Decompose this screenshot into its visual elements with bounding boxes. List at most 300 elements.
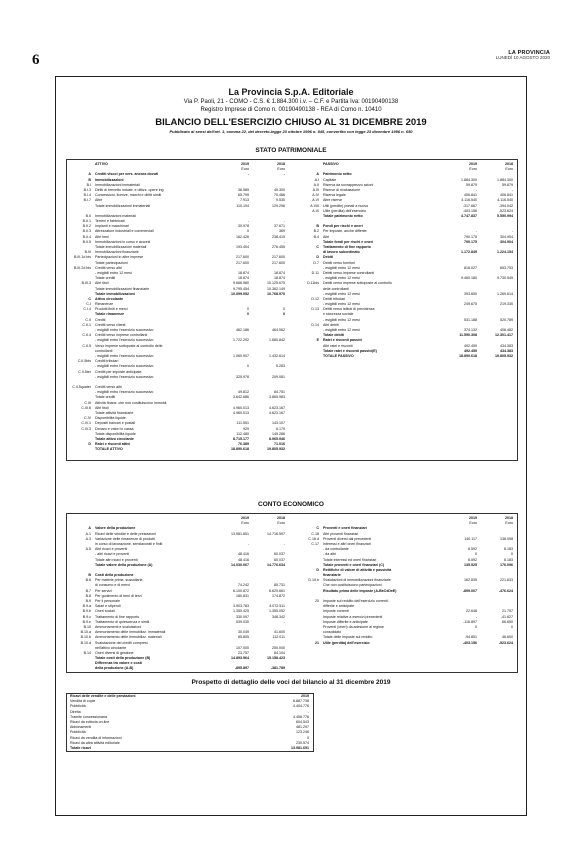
row-value-2018: 1.269.614 <box>497 291 513 296</box>
row-value-2019: 140.117 <box>464 536 477 541</box>
row-value-2018: -476.624 <box>498 588 513 593</box>
row-value-2019: 48.416 <box>238 552 249 557</box>
prospetto-label: Pubblicità <box>70 704 86 709</box>
row-value-2019: 929 <box>243 426 249 431</box>
row-label: Debiti tributari <box>323 296 346 301</box>
prospetto-row <box>67 746 313 751</box>
row-code: 21 <box>315 640 319 645</box>
row-value-2018: 4.623.167 <box>269 411 285 415</box>
row-label: Totale rimanenze <box>95 312 125 317</box>
row-value-2019: 492.459 <box>464 348 477 353</box>
row-value-2019: 1.350.425 <box>233 609 249 614</box>
row-label: Attività finanz. che non costituiscono immobil. <box>95 400 168 405</box>
row-code: A <box>316 172 319 177</box>
row-code: C.III.6 <box>81 405 91 410</box>
row-value-2019: 4.960.013 <box>233 411 249 415</box>
row-value-2018: 8.183 <box>504 557 513 562</box>
row-label: Crediti verso altri <box>95 265 122 270</box>
row-value-2018: 0 <box>511 552 513 557</box>
row-label: in corso di lavorazione, semilavorati e finiti <box>95 541 163 546</box>
row-value-2018: 238.415 <box>272 234 285 239</box>
row-label: Ratei e risconti passivi <box>323 338 362 343</box>
row-label: - esigibili entro l'esercizio successivo <box>95 390 154 395</box>
row-value-2019: 539.030 <box>236 619 249 624</box>
row-value-2019: 8.592 <box>468 557 477 562</box>
prospetto-value: 123.246 <box>296 730 309 735</box>
prospetto-value: 6.887.738 <box>293 699 309 704</box>
row-value-2018: 217.600 <box>272 260 285 265</box>
row-value-2019: 325.978 <box>236 374 249 379</box>
row-label: Altre riserve <box>323 198 343 203</box>
row-label: Altre <box>95 198 103 203</box>
row-code: C.IV.1 <box>81 421 91 426</box>
row-label: Altri beni <box>95 234 109 239</box>
row-label: e sicurezza sociale <box>323 312 354 317</box>
row-label: Totale attività finanziarie <box>95 411 134 415</box>
row-label: Utili (perdite) portati a nuovo <box>323 203 369 208</box>
row-label: Prodotti finiti e merci <box>95 307 128 312</box>
row-value-2018: 0 <box>283 312 285 317</box>
row-code: C.I.4 <box>83 307 91 312</box>
row-label: Totale altri ricavi e proventi <box>95 557 138 562</box>
row-value-2018: - <box>283 541 285 546</box>
row-value-2018: 1.355.052 <box>269 609 285 614</box>
row-code: C.II.5quater <box>72 385 91 390</box>
row-code: B.I.3 <box>83 187 91 192</box>
row-code: B.6 <box>85 578 91 583</box>
row-value-2019: 180.831 <box>236 593 249 598</box>
row-value-2019: 0 <box>475 624 477 629</box>
row-label: Totale partecipazioni <box>95 260 128 265</box>
row-value-2019: 0 <box>247 312 249 317</box>
row-code: B.9.e <box>82 619 91 624</box>
row-value-2019: -116.897 <box>463 619 477 624</box>
row-value-2018: -523.624 <box>498 208 513 213</box>
row-label: Totale proventi e oneri finanziari (C) <box>323 562 385 567</box>
row-label: Debiti <box>323 255 333 260</box>
row-value-2019: 393.650 <box>464 291 477 296</box>
row-value-2018: Euro <box>277 167 285 172</box>
row-value-2018: 0 <box>511 624 513 629</box>
row-label: - esigibili entro 12 mesi <box>323 265 360 270</box>
row-value-2018: 9.730.549 <box>497 276 513 281</box>
row-label: Totale interessi ed oneri finanziari <box>323 557 377 562</box>
row-code: A.II <box>313 182 319 187</box>
row-value-2019: 65.799 <box>238 193 249 198</box>
row-label: - esigibili entro 12 mesi <box>323 291 360 296</box>
row-value-2018: 9.530 <box>276 198 285 203</box>
row-code: D.14 <box>311 322 319 327</box>
row-value-2019: 10.099.052 <box>231 291 249 296</box>
row-label: Imposte sul reddito dell'esercizio correnti, <box>323 599 389 603</box>
row-value-2018: 434.383 <box>500 343 513 348</box>
row-value-2019: Euro <box>241 521 249 526</box>
row-label: Totale disponibilità liquide <box>95 431 136 436</box>
row-label: Altri titoli <box>95 281 109 286</box>
row-value-2019: -403.156 <box>462 208 477 213</box>
row-label: Debiti verso imprese controllanti <box>323 270 375 275</box>
row-code: C.16 <box>311 531 319 536</box>
row-label: Utile (perdita) dell'esercizio <box>323 208 367 213</box>
row-code: B.II <box>85 213 91 218</box>
row-value-2019: 462.186 <box>236 328 249 332</box>
row-value-2019: 18.890.618 <box>459 353 477 358</box>
row-code: B.10.d <box>80 640 91 645</box>
row-label: di lavoro subordinato <box>323 250 360 255</box>
row-label: Totale valore della produzione (A) <box>95 562 153 567</box>
row-label: - da controllante <box>323 547 349 552</box>
row-label: Variazione delle rimanenze di prodotti <box>95 536 155 541</box>
row-value-2019: -94.851 <box>464 635 477 640</box>
row-value-2018: 71.016 <box>274 442 285 447</box>
row-code: B <box>316 224 319 229</box>
row-value-2018: 1.432.614 <box>269 353 285 358</box>
row-label: - esigibili entro l'esercizio successivo <box>95 374 154 379</box>
row-code: B.9.b <box>82 609 91 614</box>
row-label: Ammortamento delle immobilizz. materiali <box>95 635 162 640</box>
row-value-2018: 406.482 <box>500 328 513 332</box>
page-number: 6 <box>32 52 40 68</box>
row-value-2018: Euro <box>505 521 513 526</box>
row-code: B.9.c <box>82 614 91 619</box>
row-label: Riserva legale <box>323 193 346 198</box>
row-value-2019: 74.242 <box>238 583 249 588</box>
row-value-2018: 10.125.675 <box>267 281 285 286</box>
row-value-2018: 348.342 <box>272 614 285 619</box>
row-label: Trattamento di fine rapporto <box>95 614 140 619</box>
row-label: Totale immobilizzazioni materiali <box>95 245 147 249</box>
row-value-2018: -381.789 <box>270 666 285 671</box>
row-code: B.I.4 <box>83 193 91 198</box>
row-label: - esigibili entro 12 mesi <box>323 328 360 332</box>
row-code: C <box>316 245 319 249</box>
row-value-2018: - <box>283 219 285 224</box>
row-label: Trattamento di quiescenza e simili <box>95 619 150 624</box>
row-value-2018: - <box>283 619 285 624</box>
row-label: Altri <box>323 234 330 239</box>
financial-notice <box>55 76 527 816</box>
row-label: Imposte relative a esercizi precedenti <box>323 614 383 619</box>
row-code: A.VI <box>312 198 319 203</box>
row-value-2019: 30.049 <box>238 630 249 635</box>
row-value-2018: 41.600 <box>274 630 285 635</box>
row-value-2018: Euro <box>277 521 285 526</box>
row-label: Altri ricavi e proventi <box>95 547 128 552</box>
row-label: Totale delle imposte sul reddito <box>323 635 373 640</box>
row-code: B.8 <box>85 593 91 598</box>
row-code: C.IV <box>84 416 91 421</box>
row-value-2019: 1.172.849 <box>461 250 477 255</box>
row-label: Oneri sociali <box>95 609 115 614</box>
row-label: Immobilizzazioni materiali <box>95 213 136 218</box>
row-label: Totale immobilizzazioni immateriali <box>95 203 151 208</box>
row-value-2019: 0 <box>475 552 477 557</box>
row-value-2018: 149.286 <box>272 431 285 436</box>
row-value-2019: - <box>247 219 249 224</box>
row-code: A.3 <box>85 536 91 541</box>
row-code: C.17 <box>311 541 319 546</box>
prospetto-title: Prospetto di dettaglio delle voci del bilancio al 31 dicembre 2019 <box>191 679 391 686</box>
row-value-2018: 4.116.540 <box>497 198 513 203</box>
row-value-2019: 406.841 <box>464 193 477 198</box>
row-value-2018: 112.011 <box>272 635 285 640</box>
row-label: Partecipazioni in altre imprese <box>95 255 144 260</box>
row-label: - da altri <box>323 552 336 557</box>
prospetto-label: Ricavi delle vendite e delle prestazioni <box>70 694 136 698</box>
prospetto-label: Ricavi da vendita di informazioni <box>70 735 122 740</box>
row-label: di consumo e di merci <box>95 583 130 588</box>
conto-economico-title: CONTO ECONOMICO <box>258 501 324 508</box>
prospetto-label: Diretta <box>70 709 81 714</box>
row-code: A.III <box>312 187 319 192</box>
row-value-2018: 434.383 <box>500 348 513 353</box>
prospetto-value: 13.981.651 <box>291 745 309 750</box>
row-value-2019: 193.404 <box>236 245 249 249</box>
row-code: C.II <box>85 317 91 322</box>
masthead-date: LUNEDÌ 10 AGOSTO 2020 <box>495 55 550 61</box>
table-row <box>297 641 517 646</box>
row-code: A.VIII <box>310 203 319 208</box>
row-label: Debiti verso imprese sottoposte al controllo <box>323 281 392 286</box>
row-value-2019: - <box>475 614 477 619</box>
row-value-2019: 1.060.907 <box>233 353 249 358</box>
row-value-2018: 2018 <box>505 516 513 520</box>
row-value-2018: 5.283 <box>276 364 285 369</box>
passivo-column <box>297 162 517 359</box>
row-value-2019: -317.667 <box>462 203 477 208</box>
row-value-2018: 143.107 <box>272 421 285 426</box>
notice-title: BILANCIO DELL'ESERCIZIO CHIUSO AL 31 DICEMBRE 2019 <box>155 117 427 128</box>
row-value-2019: 22.648 <box>466 609 477 614</box>
row-value-2018: 653.753 <box>500 265 513 270</box>
row-label: - altri ricavi e proventi <box>95 552 130 557</box>
row-code: B.7 <box>85 588 91 593</box>
row-label: Imposte differite e anticipate <box>323 619 368 624</box>
row-value-2018: 46.600 <box>502 635 513 640</box>
row-value-2018: 6.629.661 <box>269 588 285 593</box>
row-value-2018: 2018 <box>277 162 285 166</box>
row-value-2019: 0 <box>247 229 249 234</box>
row-value-2019: - <box>247 239 249 244</box>
row-code: C <box>88 296 91 301</box>
row-label: Proventi e oneri finanziari <box>323 526 367 531</box>
row-value-2019: 492.459 <box>464 343 477 348</box>
row-code: B.9 <box>85 599 91 603</box>
row-value-2019: 790.175 <box>464 239 477 244</box>
row-code: E <box>316 338 319 343</box>
row-value-2018: 10.768.970 <box>267 291 285 296</box>
row-code: B.II.1 <box>82 219 91 224</box>
row-label: Totale immobilizzazioni <box>95 291 135 296</box>
row-label: Totale debiti <box>323 333 344 338</box>
row-label: Totale immobilizzazioni finanziarie <box>95 286 150 291</box>
row-code: C.II.1 <box>82 322 91 327</box>
company-address: Via P. Paoli, 21 - COMO - C.S. € 1.884.300 i.v. – C.F. e Partita Iva: 00190490138 <box>183 99 399 105</box>
row-code: B.II.5 <box>82 239 91 244</box>
prospetto-table <box>66 693 314 752</box>
row-value-2018: 18.874 <box>274 270 285 275</box>
row-value-2019: 14.893.964 <box>231 656 249 661</box>
row-value-2018: - <box>511 229 513 234</box>
row-label: Crediti verso altri <box>95 385 122 390</box>
row-label: Immobilizzazioni immateriali <box>95 182 140 187</box>
row-code: D <box>88 442 91 447</box>
row-label: Immobilizzazioni in corso e acconti <box>95 239 151 244</box>
row-value-2018: 60.037 <box>274 557 285 562</box>
row-value-2019: Euro <box>469 167 477 172</box>
row-label: Per servizi <box>95 588 112 593</box>
row-value-2018: 84.104 <box>274 650 285 655</box>
row-label: Attrezzature industriali e commerciali <box>95 229 154 234</box>
row-code: A.1 <box>85 531 91 536</box>
row-value-2019: 18.874 <box>238 270 249 275</box>
row-value-2018: 37.671 <box>274 224 285 229</box>
row-label: Ammortamento delle immobilizz. immateriali <box>95 630 166 635</box>
row-value-2019: 217.600 <box>236 255 249 260</box>
row-code: C <box>316 526 319 531</box>
row-value-2018: 369 <box>279 229 285 234</box>
row-value-2019: 162.835 <box>464 578 477 583</box>
row-value-2019: 3.903.783 <box>233 604 249 609</box>
row-code: B.III.2d bis <box>74 265 91 270</box>
row-value-2019: 217.600 <box>236 260 249 265</box>
company-name: La Provincia S.p.A. Editoriale <box>228 87 354 97</box>
row-value-2019: 8.715.177 <box>233 436 249 441</box>
row-value-2018: 129.296 <box>272 203 285 208</box>
row-value-2019: 2019 <box>469 516 477 520</box>
notice-subtitle: Pubblicato ai sensi dell'art. 1, comma 22, del decreto-legge 23 ottobre 1996 n. 545, convertito con legge 23 dicembre 1996 n. 650 <box>169 129 413 134</box>
row-value-2019: 531.188 <box>464 317 477 322</box>
row-code: D <box>316 255 319 260</box>
row-label: Che non costituiscono partecipazioni <box>323 583 382 588</box>
row-code: C.16.d <box>308 536 319 541</box>
row-label: Capitale <box>323 177 337 182</box>
row-label: Crediti <box>95 317 106 322</box>
row-value-2018: 59.879 <box>502 182 513 187</box>
prospetto-value: 0 <box>307 735 309 740</box>
row-value-2019: - <box>247 541 249 546</box>
row-value-2019: 4.960.013 <box>233 405 249 410</box>
row-label: Costi della produzione <box>95 573 134 578</box>
row-value-2019: 7.913 <box>240 198 249 203</box>
row-value-2019: Euro <box>241 167 249 172</box>
row-label: TOTALE PASSIVO <box>323 353 354 358</box>
row-value-2019: 374.132 <box>464 328 477 332</box>
row-value-2019: 111.551 <box>236 421 249 426</box>
row-label: Rimanenze <box>95 302 114 307</box>
row-value-2019: - <box>247 172 249 177</box>
row-value-2019: 249.675 <box>464 302 477 307</box>
row-code: C.III <box>84 400 91 405</box>
masthead-paper: LA PROVINCIA <box>508 50 550 56</box>
row-code: B.2 <box>313 229 319 234</box>
row-value-2018: 21.757 <box>502 609 513 614</box>
row-label: Per il personale <box>95 599 120 603</box>
row-label: Riserva da sovrapprezzo azioni <box>323 182 374 187</box>
row-code: A.5 <box>85 547 91 552</box>
row-label: PASSIVO <box>323 162 339 166</box>
row-label: controllanti <box>95 348 113 353</box>
row-value-2018: 85.731 <box>274 583 285 588</box>
row-label: Totale crediti <box>95 395 116 400</box>
row-code: B.II.4 <box>82 234 91 239</box>
row-label: Impianti e macchinari <box>95 224 129 229</box>
row-value-2018: 8.965.946 <box>269 436 285 441</box>
row-value-2018: 6.179 <box>276 426 285 431</box>
row-label: Rettifiche di valore di attività e passività <box>323 567 392 572</box>
row-value-2019: - <box>475 187 477 192</box>
row-label: Imposte correnti <box>323 609 349 614</box>
row-value-2018: 15.158.423 <box>267 656 285 661</box>
row-value-2018: -523.624 <box>498 640 513 645</box>
row-label: Risultato prima delle imposte (A-B±C±D±E) <box>323 588 397 593</box>
row-value-2019: 9.795.454 <box>233 286 249 291</box>
row-value-2018: -394.042 <box>498 203 513 208</box>
row-label: Totale fondi per rischi e oneri <box>323 239 374 244</box>
row-code: B <box>88 573 91 578</box>
row-value-2019: 11.590.308 <box>459 333 477 338</box>
stato-patrimoniale-title: STATO PATRIMONIALE <box>255 147 327 154</box>
row-value-2019: 4.116.540 <box>461 198 477 203</box>
row-label: - esigibili entro 12 mesi <box>95 270 132 275</box>
row-code: B <box>88 177 91 182</box>
row-label: Concessioni, licenze, marchi e diritti simili <box>95 193 162 198</box>
row-value-2018: 138.098 <box>500 536 513 541</box>
row-label: Terreni e fabbricati <box>95 219 125 224</box>
prospetto-label: Ricavi da editoria on-line <box>70 719 110 724</box>
masthead <box>496 50 550 61</box>
row-value-2018: 14.776.634 <box>267 562 285 567</box>
row-label: Totale attivo circolante <box>95 436 134 441</box>
row-value-2018: 8.183 <box>504 547 513 552</box>
row-value-2019: - <box>475 229 477 234</box>
row-label: - esigibili entro 12 mesi <box>323 276 360 281</box>
row-code: C.II.4 <box>82 333 91 338</box>
stato-patrimoniale-box <box>66 159 518 461</box>
row-value-2019: 85.805 <box>238 635 249 640</box>
row-label: Totale costi della produzione (B) <box>95 656 151 661</box>
row-code: B.10.b <box>80 635 91 640</box>
row-value-2019: 36.589 <box>238 187 249 192</box>
row-label: Altri ratei e risconti <box>323 343 353 348</box>
row-code: B.I.7 <box>83 198 91 203</box>
row-value-2019: 816.027 <box>464 265 477 270</box>
row-label: - esigibili entro l'esercizio successivo <box>95 353 154 358</box>
row-label: Disponibilità liquide <box>95 416 126 421</box>
row-value-2018: 84.751 <box>274 390 285 395</box>
row-value-2018: 10.362.149 <box>267 286 285 291</box>
row-value-2018: 221.633 <box>500 578 513 583</box>
row-code: D.13 <box>311 307 319 312</box>
row-label: Immobilizzazioni <box>95 177 124 182</box>
row-code: B.4 <box>313 234 319 239</box>
row-label: Per godimento di beni di terzi <box>95 593 142 598</box>
row-label: Ratei e risconti attivi <box>95 442 131 447</box>
row-value-2019: -895.897 <box>234 666 249 671</box>
row-value-2018: - <box>511 187 513 192</box>
prospetto-label: Ricavi da altra attività editoriale <box>70 740 120 745</box>
row-value-2018: 464.062 <box>272 328 285 332</box>
row-label: Crediti verso clienti: <box>95 322 127 327</box>
row-code: B.9.a <box>82 604 91 609</box>
row-value-2018: -41.627 <box>500 614 513 619</box>
row-label: Valore della produzione <box>95 526 136 531</box>
row-value-2018: 1.680.842 <box>269 338 285 343</box>
row-value-2018: 520.789 <box>500 317 513 322</box>
row-label: Debiti verso fornitori <box>323 260 355 265</box>
row-value-2019: 30.978 <box>238 224 249 229</box>
row-label: Utile (perdita) dell'esercizio <box>323 640 370 645</box>
